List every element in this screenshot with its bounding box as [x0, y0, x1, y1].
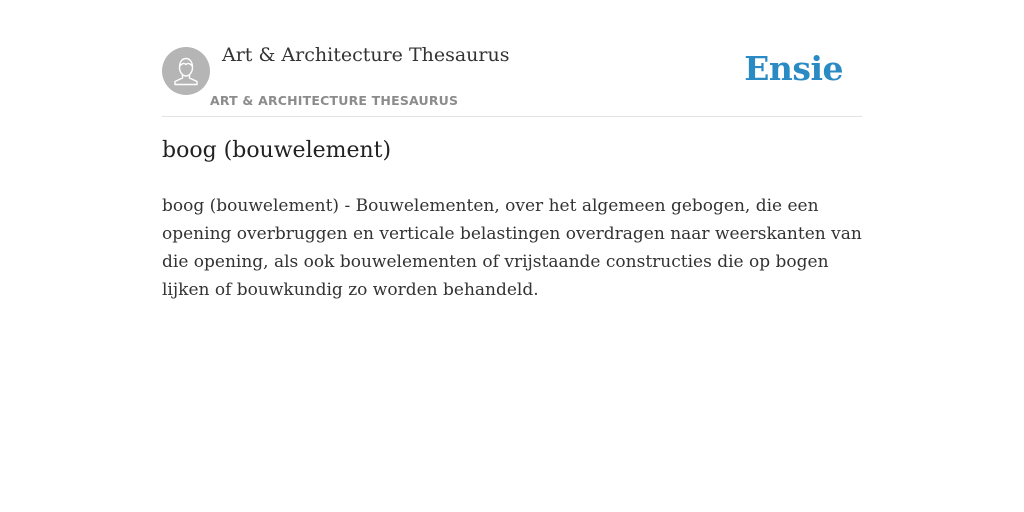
- avatar[interactable]: [162, 47, 210, 95]
- ensie-logo[interactable]: Ensie: [744, 49, 843, 88]
- source-subtitle[interactable]: ART & ARCHITECTURE THESAURUS: [210, 93, 459, 108]
- source-header: [162, 0, 862, 117]
- entry-definition: boog (bouwelement) - Bouwelementen, over het algemeen gebogen, die een opening overbruggen en verticale belastingen overdragen naar weerskanten van die opening, als ook bouwelementen of vrijstaande constructies die op bogen lijken of bouwkundig zo worden behandeld.: [162, 196, 862, 300]
- user-icon: [162, 47, 210, 95]
- entry-title: boog (bouwelement): [162, 138, 392, 163]
- source-title[interactable]: Art & Architecture Thesaurus: [222, 44, 510, 66]
